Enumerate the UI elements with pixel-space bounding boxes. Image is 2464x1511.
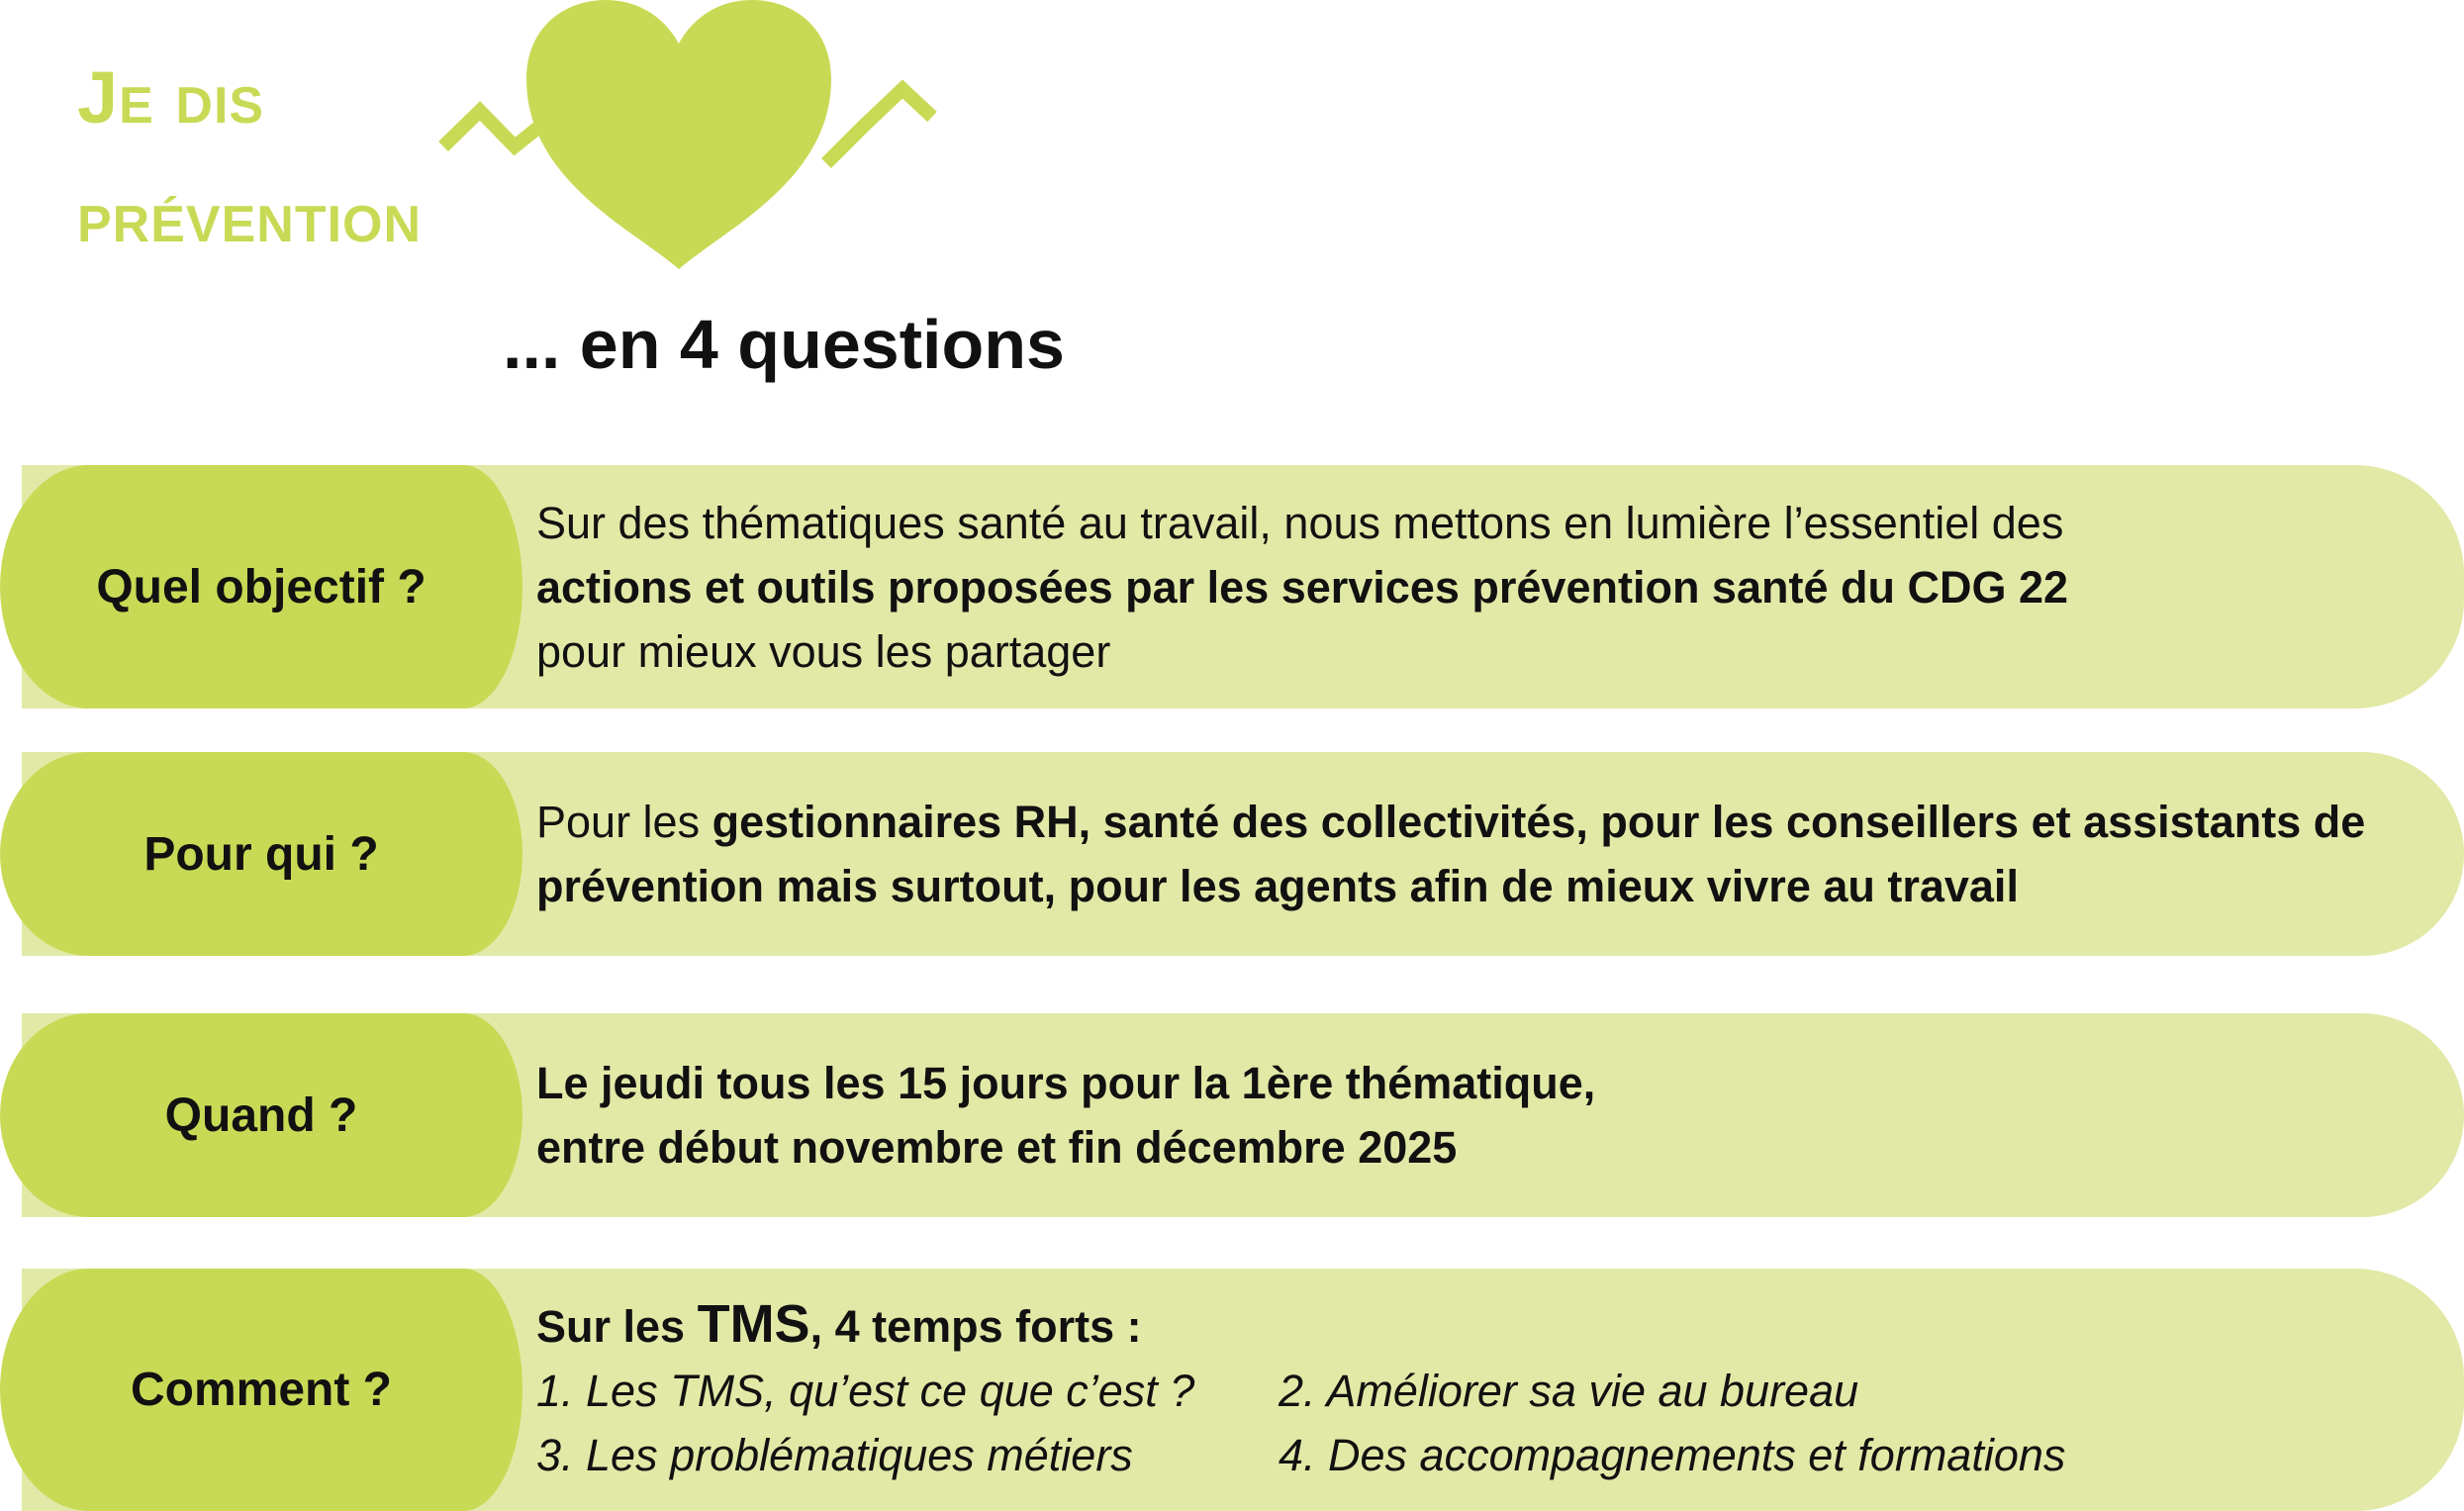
text-span-bold: gestionnaires RH, santé des collectivités, pour les conseillers et assistants de xyxy=(711,797,2366,847)
text-line-bold: actions et outils proposées par les services prévention santé du CDG 22 xyxy=(536,561,2069,613)
brand-line-2: prévention xyxy=(77,175,423,257)
items-row xyxy=(536,1359,2424,1423)
list-item: 3. Les problématiques métiers xyxy=(536,1430,1133,1480)
text-span: Pour les xyxy=(536,797,712,847)
text-span: Sur les xyxy=(536,1301,698,1352)
subtitle: ... en 4 questions xyxy=(503,306,1065,383)
text-line-bold: Le jeudi tous les 15 jours pour la 1ère thématique, xyxy=(536,1058,1596,1108)
text-span: , 4 temps forts : xyxy=(809,1301,1142,1352)
label-pour-qui: Pour qui ? xyxy=(0,752,522,956)
label-quand: Quand ? xyxy=(0,1013,522,1217)
list-item: 1. Les TMS, qu’est ce que c’est ? xyxy=(536,1366,1195,1416)
list-item: 4. Des accompagnements et formations xyxy=(1279,1430,2066,1480)
label-objectif: Quel objectif ? xyxy=(0,465,522,708)
brand-title xyxy=(77,56,423,257)
text-line xyxy=(536,790,2424,854)
text-line: pour mieux vous les partager xyxy=(536,625,1111,677)
tms-text: TMS xyxy=(697,1294,810,1354)
text-line-bold: entre début novembre et fin décembre 2025 xyxy=(536,1122,1458,1173)
text-line: Sur des thématiques santé au travail, nous mettons en lumière l’essentiel des xyxy=(536,497,2064,548)
heartbeat-heart-icon xyxy=(435,0,1009,287)
row-objectif xyxy=(0,465,2464,708)
row-pour-qui xyxy=(0,752,2464,956)
content-pour-qui xyxy=(536,752,2424,956)
content-quand xyxy=(536,1013,2424,1217)
row-quand xyxy=(0,1013,2464,1217)
content-comment xyxy=(536,1269,2424,1511)
brand-line-1: Je dis xyxy=(77,56,265,139)
text-line-bold: prévention mais surtout, pour les agents afin de mieux vivre au travail xyxy=(536,861,2019,911)
intro-line xyxy=(536,1292,2424,1359)
items-row xyxy=(536,1423,2424,1487)
label-comment: Comment ? xyxy=(0,1269,522,1511)
row-comment xyxy=(0,1269,2464,1511)
content-objectif xyxy=(536,465,2424,708)
list-item: 2. Améliorer sa vie au bureau xyxy=(1279,1366,1859,1416)
